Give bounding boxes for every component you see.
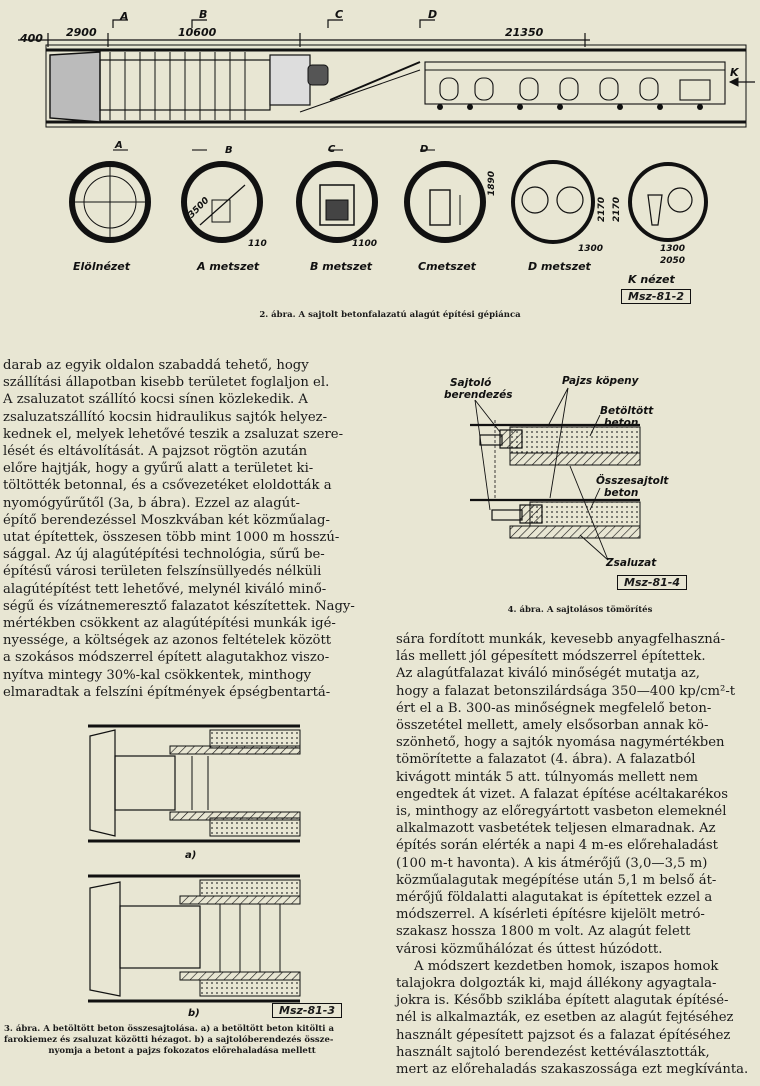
dim-2050: 2050 [660,256,686,266]
left-column-text [3,357,359,701]
left-line: mértékben csökkent az alagútépítési munkák igé- [3,616,336,632]
right-line: sára fordított munkák, kevesebb anyagfelhaszná- [396,632,726,647]
section-a-low: A [115,140,123,151]
fig3-caption-line-1: 3. ábra. A betöltött beton összesajtolása. a) a betöltött beton kitölti a [4,1024,334,1034]
fig4-stamp: Msz-81-4 [617,575,687,590]
dim-1100: 1100 [352,239,378,249]
right-line: Az alagútfalazat kiváló minőségét mutatja az, [396,666,700,682]
right-line: mert az előrehaladás szakaszossága ezt megkívánta. [396,1062,749,1078]
dim-1300: 1300 [578,244,604,254]
fig3-label-a: a) [185,850,197,861]
dim-1300b: 1300 [660,244,686,254]
section-a-circle [184,164,260,240]
left-line: sággal. Az új alagútépítési technológia, sűrű be- [3,547,325,563]
fig3-stamp: Msz-81-3 [272,1003,342,1018]
right-line: közműalagutak megépítése után 5,1 m belső át- [396,872,717,888]
right-line: szönhető, hogy a sajtók nyomása nagymértékben [396,735,725,751]
section-a-top: A [120,10,129,23]
left-line: darab az egyik oldalon szabaddá tehető, hogy [3,358,309,373]
right-line: szakasz hossza 1800 m volt. Az alagút felett [396,924,691,940]
right-line: talajokra dolgozták ki, majd állékony agyagtala- [396,976,717,992]
label-d-metszet: D metszet [528,260,591,273]
right-line: kivágott minták 5 att. túlnyomás mellett nem [396,769,699,785]
right-column-text [396,631,754,1078]
right-line: építés során elérték a napi 4 m-es előrehaladást [396,838,718,854]
dim-1890: 1890 [487,170,497,196]
right-line: városi közműhálózat és úttest húzódott. [396,941,663,957]
section-k-marker: K [730,66,739,79]
fig2-caption: 2. ábra. A sajtolt betonfalazatú alagút építési gépiánca [259,310,521,320]
section-b-low: B [225,145,233,156]
dim-400: 400 [20,32,43,45]
right-line: nél is alkalmazták, ez esetben az alagút fejtéséhez [396,1010,734,1026]
label-berendezes: berendezés [444,389,513,401]
left-line: építő berendezéssel Moszkvában két közműalag- [3,512,330,528]
right-line: módszerrel. A kísérleti építésre kijelölt metró- [396,907,705,923]
label-elolnezet: Elölnézet [73,260,131,273]
left-line: zsaluzatszállító kocsin hidraulikus sajtók helyez- [3,409,328,425]
dim-110: 110 [248,239,267,249]
right-line: hogy a falazat betonszilárdsága 350—400 kp/cm²-t [396,683,736,699]
label-sajtolo: Sajtoló [450,377,492,389]
left-line: lését és eltávolítását. A pajzsot rögtön azután [3,444,308,460]
right-line: (100 m-t havonta). A kis átmérőjű (3,0—3,5 m) [396,855,708,871]
fig4-caption: 4. ábra. A sajtolásos tömörítés [507,605,653,615]
left-line: nyomógyűrűtől (3a, b ábra). Ezzel az alagút- [3,495,300,511]
label-beton-1: beton [604,417,639,429]
figure-4-drawing [440,370,670,590]
section-c-circle [407,164,483,240]
label-beton-2: beton [604,487,639,499]
left-line: elmaradtak a felszíni építmények épségbentartá- [3,684,331,700]
left-line: építésű városi területen felszínsüllyedés nélküli [3,564,322,580]
right-line: alkalmazott vasbetétek teljesen elmaradnak. Az [396,821,716,837]
right-line: összetétel mellett, amely elsősorban annak kö- [396,718,709,734]
left-line: előre hajtják, hogy a gyűrű alatt a területet ki- [3,461,314,477]
right-line: is, minthogy az előregyártott vasbeton elemeknél [396,804,727,820]
left-line: utat építettek, összesen több mint 1000 m hosszú- [3,530,340,546]
left-line: nyessége, a költségek az azonos feltételek között [3,633,332,649]
right-line: A módszert kezdetben homok, iszapos homok [414,958,719,974]
fig3-caption-line-2: farokiemez és zsaluzat közötti hézagot. b) a sajtolóberendezés össze- [4,1035,334,1045]
fig3-label-b: b) [188,1008,200,1019]
label-zsaluzat: Zsaluzat [606,557,657,569]
figure-2-drawing [0,0,760,300]
left-line: A zsaluzatot szállító kocsi sínen közlekedik. A [3,392,308,408]
left-line: alagútépítést tett lehetővé, melynél kiváló minő- [3,581,327,597]
label-k-nezet: K nézet [628,273,675,286]
dim-10600: 10600 [178,26,217,39]
section-c-low: C [328,144,336,155]
section-c-top: C [335,8,344,21]
right-line: lás mellett jól gépesített módszerrel építettek. [396,649,706,665]
fig2-stamp: Msz-81-2 [621,289,691,304]
section-b-top: B [199,8,208,21]
left-line: kednek el, melyek lehetővé teszik a zsaluzat szere- [3,426,344,442]
section-d-low: D [420,144,429,155]
label-c-metszet: Cmetszet [418,260,476,273]
left-line: töltötték betonnal, és a csővezetéket eloldották a [3,478,332,494]
fig3-caption-line-3: nyomja a betont a pajzs fokozatos előrehaladása mellett [48,1046,316,1056]
right-line: mérőjű földalatti alagutakat is építettek ezzel a [396,890,713,906]
left-line: szállítási állapotban kisebb területet foglaljon el. [3,375,330,391]
fig3-caption [4,1024,360,1057]
right-line: jokra is. Később sziklába épített alagutak építésé- [396,993,729,1009]
label-pajzs-kopeny: Pajzs köpeny [562,375,639,387]
section-d-top: D [428,8,438,21]
figure-3-drawing [80,716,360,1036]
dim-2170: 2170 [597,196,607,222]
right-line: engedtek át vizet. A falazat építése acéltakarékos [396,786,728,802]
label-osszesajtolt: Összesajtolt [596,475,669,487]
label-betoltott: Betöltött [600,405,654,417]
left-line: nyítva mintegy 30%-kal csökkentek, minthogy [3,667,312,683]
label-a-metszet: A metszet [197,260,260,273]
dim-2170b: 2170 [612,196,622,222]
right-line: tömörítette a falazatot (4. ábra). A falazatból [396,752,696,768]
dim-21350: 21350 [505,26,544,39]
dim-2900: 2900 [66,26,97,39]
right-line: használt sajtoló berendezést kettéválasztották, [396,1044,710,1060]
right-line: ért el a B. 300-as minőségnek megfelelő beton- [396,700,712,716]
right-line: használt gépesített pajzsot és a falazat építéséhez [396,1027,731,1043]
dim-3500: 3500 [186,195,212,221]
left-line: ségű és vízátnemeresztő falazatot készítettek. Nagy- [3,598,355,614]
label-b-metszet: B metszet [310,260,373,273]
section-d-circle [513,162,593,242]
left-line: a szokásos módszerrel épített alagutakhoz viszo- [3,650,330,666]
